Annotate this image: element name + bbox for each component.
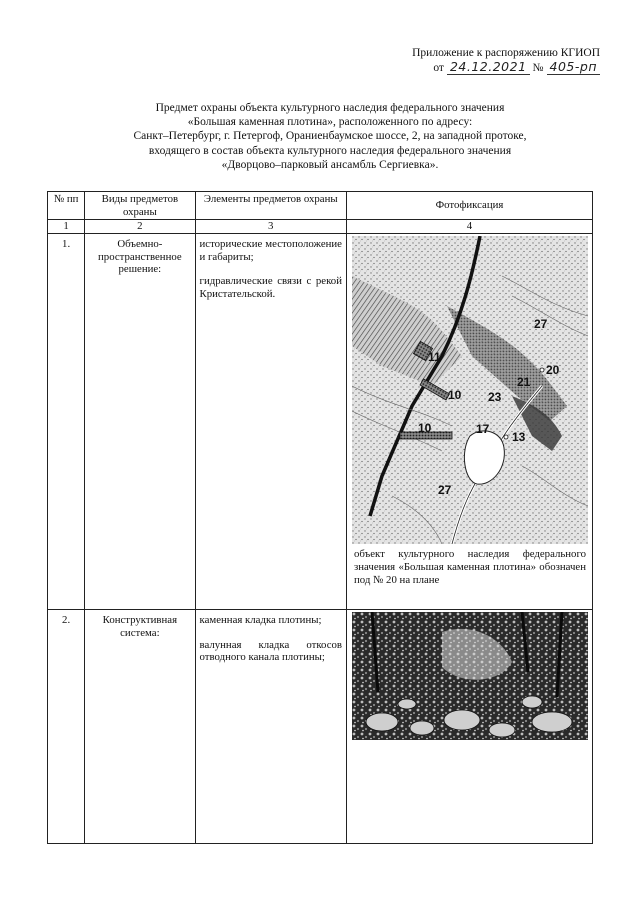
map-label: 20 — [545, 363, 560, 377]
table-row — [48, 234, 593, 610]
handwritten-date: 24.12.2021 — [447, 60, 530, 75]
title-line: «Дворцово–парковый ансамбль Сергиевка». — [221, 158, 439, 171]
map-label: 23 — [487, 390, 502, 404]
title-line: Санкт–Петербург, г. Петергоф, Ораниенбаумское шоссе, 2, на западной протоке, — [133, 130, 527, 143]
photo-caption: объект культурного наследия федерального значения «Большая каменная плотина» обозначен под № 20 на плане — [353, 548, 586, 586]
col-header-kind: Виды предметов охраны — [85, 192, 195, 220]
document-title — [60, 101, 600, 172]
document-header — [412, 46, 600, 75]
element-item: исторические местоположение и габариты; — [199, 238, 342, 263]
map-label: 11 — [427, 350, 441, 364]
title-line: «Большая каменная плотина», расположенного по адресу: — [187, 116, 473, 129]
element-item: каменная кладка плотины; — [199, 614, 322, 626]
col-header-elements: Элементы предметов охраны — [195, 192, 346, 220]
title-line: Предмет охраны объекта культурного наследия федерального значения — [155, 102, 505, 114]
row-kind: Конструктивная система: — [85, 610, 195, 844]
map-label: 21 — [516, 375, 531, 389]
dam-photo — [352, 612, 588, 740]
handwritten-number: 405-рп — [547, 60, 600, 75]
table-index-row — [48, 220, 593, 234]
map-label: 27 — [533, 317, 548, 331]
index-cell: 2 — [85, 220, 195, 234]
index-cell: 4 — [346, 220, 592, 234]
index-cell: 3 — [195, 220, 346, 234]
row-elements — [195, 610, 346, 844]
map-label: 10 — [447, 388, 462, 402]
title-line: входящего в состав объекта культурного наследия федерального значения — [148, 144, 512, 157]
appendix-line: Приложение к распоряжению КГИОП — [412, 47, 600, 59]
table-row — [48, 610, 593, 844]
map-label: 27 — [437, 483, 452, 497]
table-header-row — [48, 192, 593, 220]
photo-cell — [346, 234, 592, 610]
index-cell: 1 — [48, 220, 85, 234]
site-plan-map — [352, 236, 588, 544]
map-label: 13 — [511, 430, 526, 444]
element-item: гидравлические связи с рекой Кристательской. — [199, 275, 342, 300]
date-number-line — [412, 60, 600, 75]
row-elements — [195, 234, 346, 610]
number-label: № — [532, 62, 544, 74]
row-number: 1. — [48, 234, 85, 610]
element-item: валунная кладка откосов отводного канала плотины; — [199, 638, 342, 663]
protection-table — [47, 191, 593, 844]
col-header-photo: Фотофиксация — [346, 192, 592, 220]
col-header-number: № пп — [48, 192, 85, 220]
photo-cell — [346, 610, 592, 844]
map-label: 10 — [417, 421, 432, 435]
from-label: от — [433, 62, 444, 74]
map-label: 17 — [475, 422, 490, 436]
row-kind: Объемно-пространственное решение: — [85, 234, 195, 610]
row-number: 2. — [48, 610, 85, 844]
